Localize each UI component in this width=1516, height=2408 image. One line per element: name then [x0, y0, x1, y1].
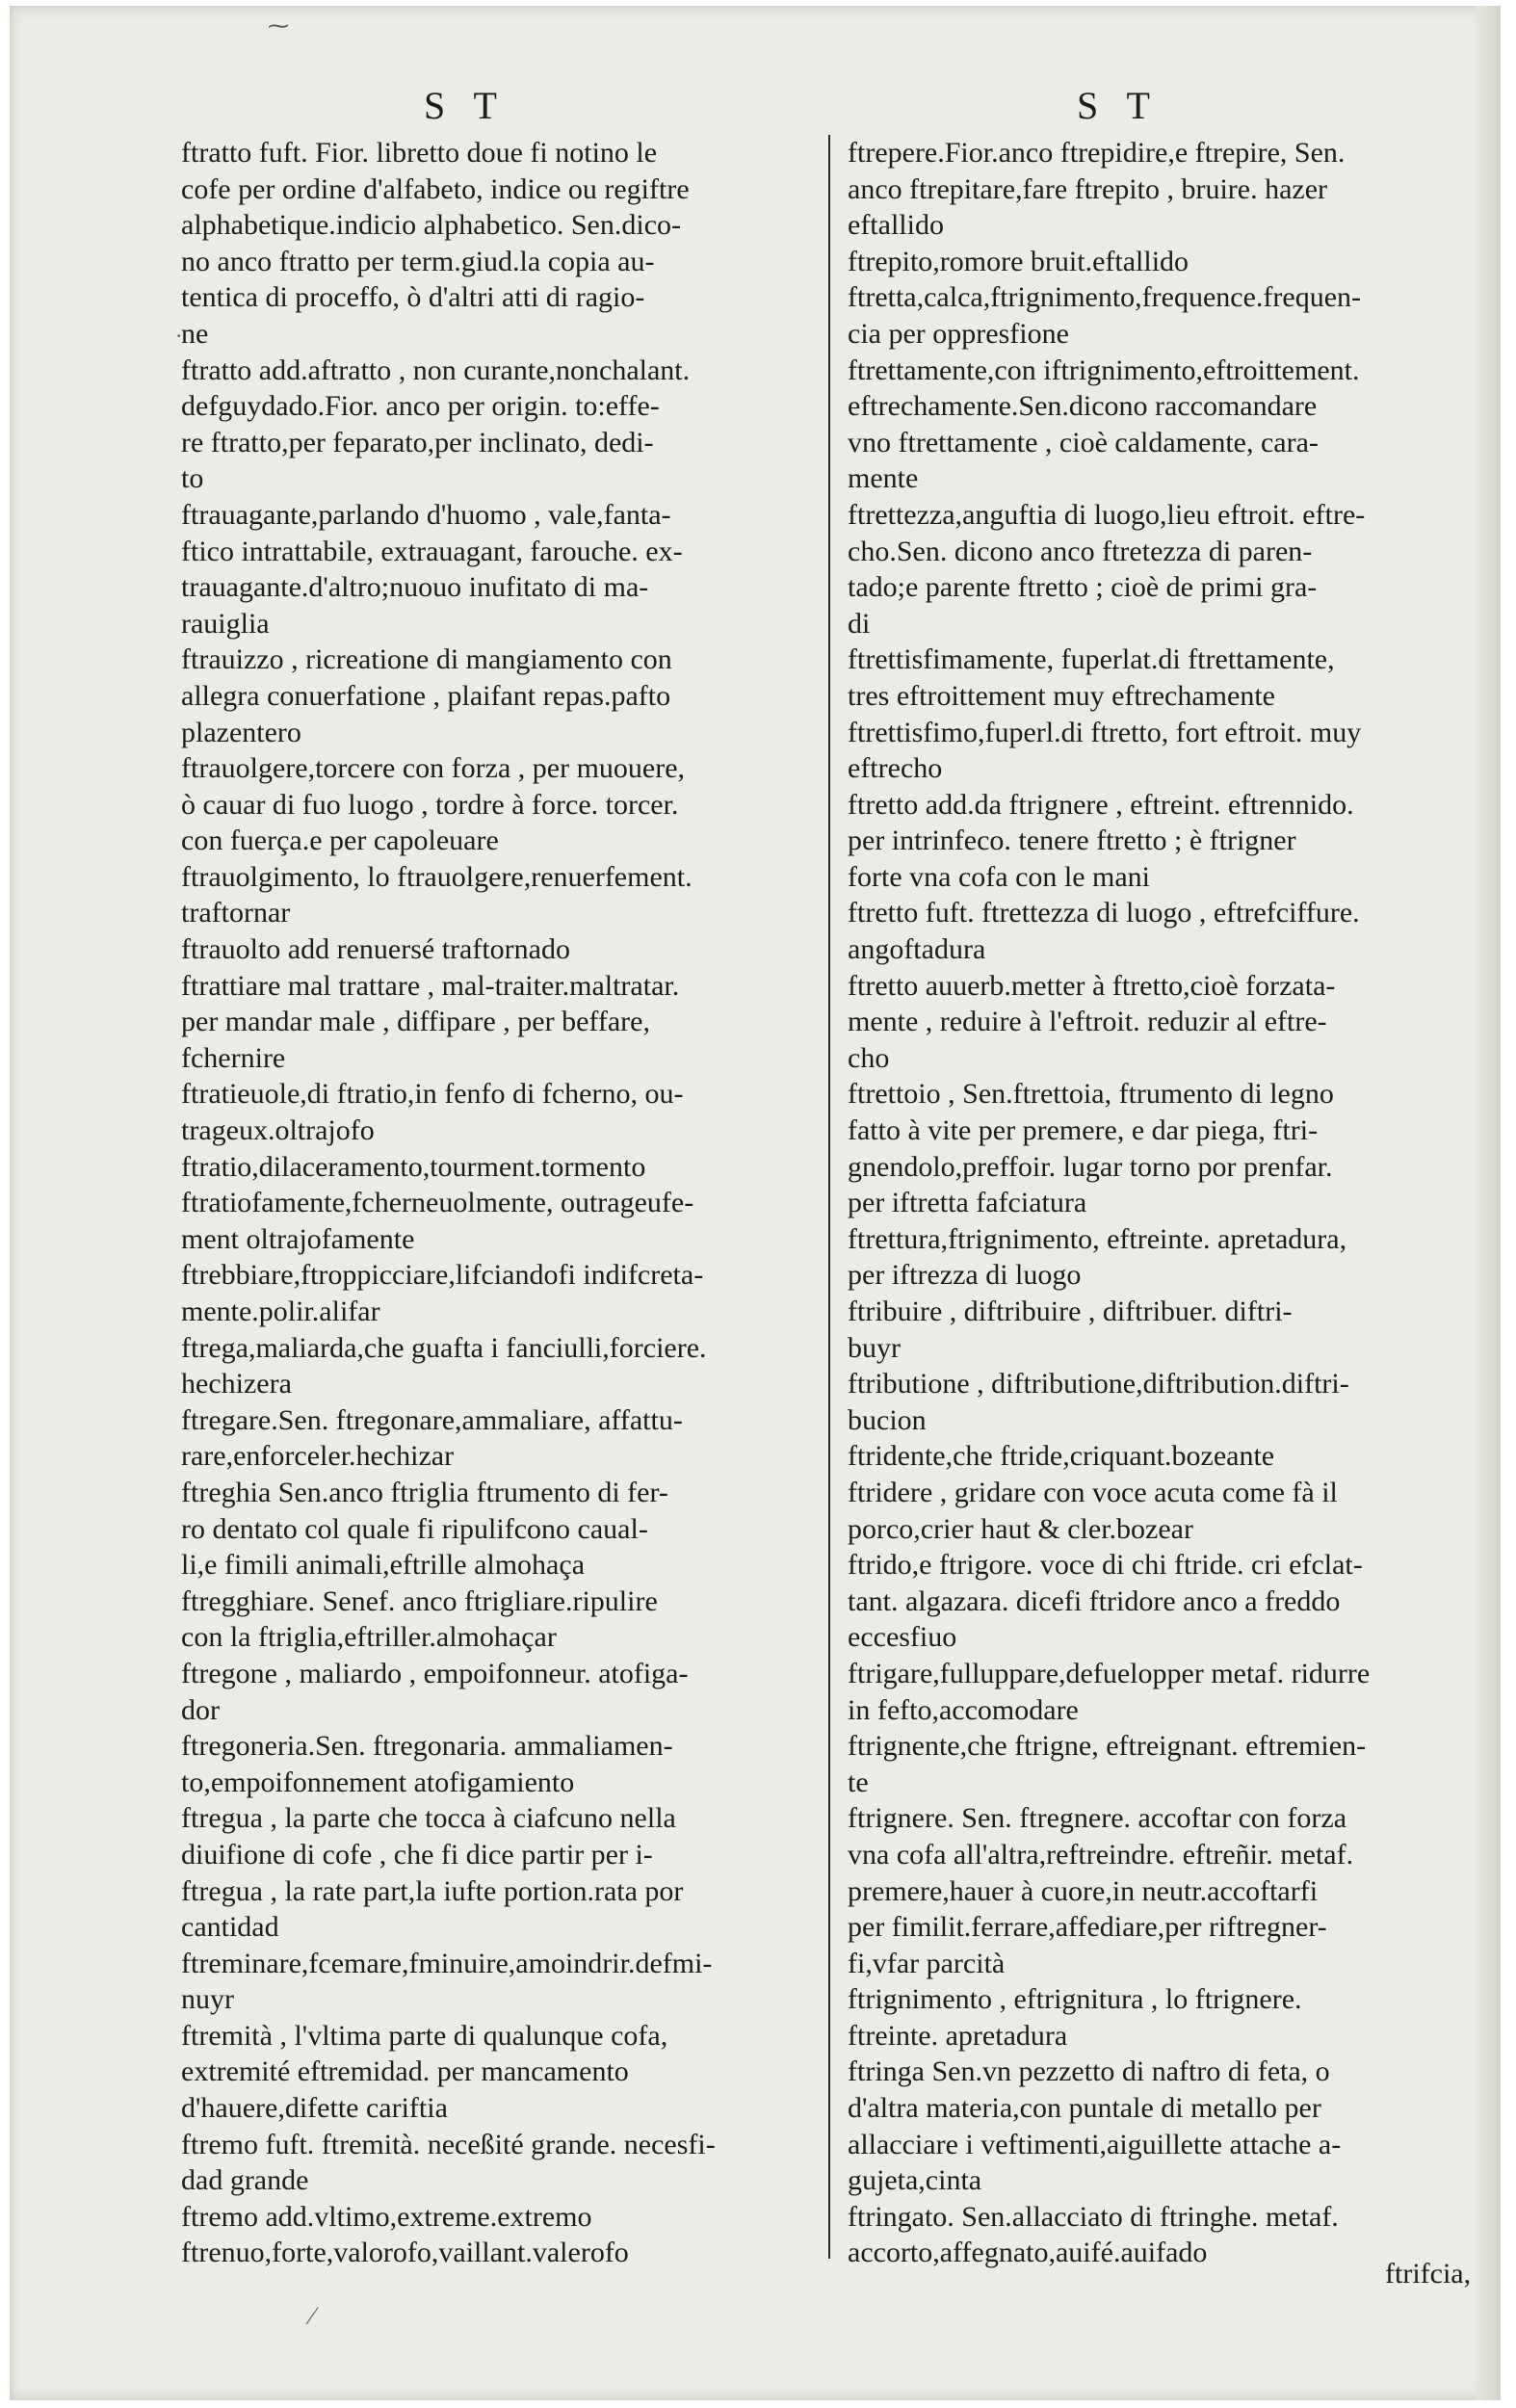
entry-line: ftrettamente,con iftrignimento,eftroittement. — [848, 353, 1360, 386]
entry-line: no anco ftratto per term.giud.la copia au- — [181, 245, 655, 277]
entry-line: plazentero — [181, 716, 301, 748]
entry-line: ftrega,maliarda,che guafta i fanciulli,forciere. — [181, 1331, 707, 1364]
entry-line: defguydado.Fior. anco per origin. to:effe- — [181, 390, 660, 423]
entry-line: ftratiofamente,fcherneuolmente, outrageufe- — [181, 1187, 694, 1219]
entry-line: tres eftroittement muy eftrechamente — [848, 679, 1275, 712]
dictionary-entry — [848, 1221, 1469, 1294]
dictionary-entry — [848, 1366, 1469, 1438]
entry-line: cia per oppresfione — [848, 317, 1069, 350]
dictionary-entry — [181, 2235, 821, 2271]
stray-ink-mark: ⁄ — [310, 2302, 315, 2330]
entry-line: ftregare.Sen. ftregonare,ammaliare, affattu- — [181, 1403, 683, 1436]
entry-line: ment oltrajofamente — [181, 1222, 415, 1255]
entry-line: ftremo add.vltimo,extreme.extremo — [181, 2200, 592, 2233]
running-header-right: S T — [1077, 84, 1160, 127]
entry-line: ftribuire , diftribuire , diftribuer. diftri- — [848, 1296, 1293, 1327]
entry-line: ftridere , gridare con voce acuta come fà il — [848, 1476, 1338, 1508]
entry-line: ftretto fuft. ftrettezza di luogo , eftrefciffure. — [848, 897, 1360, 929]
catchword: ftrifcia, — [1385, 2258, 1472, 2290]
entry-line: ftregghiare. Senef. anco ftrigliare.ripulire — [181, 1584, 658, 1617]
dictionary-entry — [848, 1076, 1469, 1220]
entry-line: ftrettoio , Sen.ftrettoia, ftrumento di legno — [848, 1078, 1334, 1111]
entry-line: ftributione , diftributione,diftribution.diftri- — [848, 1368, 1349, 1400]
entry-line: re ftratto,per feparato,per inclinato, dedi- — [181, 426, 654, 458]
entry-line: d'altra materia,con puntale di metallo per — [848, 2092, 1321, 2125]
entry-line: gujeta,cinta — [848, 2164, 982, 2197]
entry-line: ftrettezza,anguftia di luogo,lieu eftroit. eftre- — [848, 498, 1366, 531]
entry-line: di — [848, 607, 871, 640]
entry-line: tentica di proceffo, ò d'altri atti di ragio- — [181, 281, 645, 314]
dictionary-entry — [848, 968, 1469, 1077]
entry-line: ftrettura,ftrignimento, eftreinte. apretadura, — [848, 1222, 1347, 1255]
dictionary-entry — [181, 1402, 821, 1475]
entry-line: mente.polir.alifar — [181, 1296, 380, 1327]
dictionary-entry — [181, 1728, 821, 1800]
entry-line: ftremo fuft. ftremità. neceßité grande. necesfi- — [181, 2128, 716, 2160]
dictionary-entry — [181, 931, 821, 968]
dictionary-entry — [181, 1185, 821, 1257]
dictionary-entry — [848, 787, 1469, 896]
entry-line: te — [848, 1766, 869, 1798]
dictionary-entry — [181, 497, 821, 641]
entry-line: ftrattiare mal trattare , mal-traiter.maltratar. — [181, 969, 680, 1002]
entry-line: mente — [848, 462, 919, 495]
entry-line: to,empoifonnement atofigamiento — [181, 1766, 575, 1798]
entry-line: cho — [848, 1041, 890, 1074]
dictionary-entry — [181, 641, 821, 750]
entry-line: d'hauere,difette cariftia — [181, 2092, 448, 2125]
entry-line: ne — [181, 317, 209, 350]
page-spine — [1476, 6, 1501, 2400]
dictionary-entry — [181, 2199, 821, 2236]
entry-line: anco ftrepitare,fare ftrepito , bruire. hazer — [848, 172, 1328, 205]
entry-line: porco,crier haut & cler.bozear — [848, 1512, 1193, 1545]
entry-line: ftratieuole,di ftratio,in fenfo di fcherno, ou- — [181, 1078, 684, 1111]
entry-line: ftico intrattabile, extrauagant, farouche. ex- — [181, 535, 683, 567]
dictionary-entry — [848, 2199, 1469, 2271]
entry-line: ò cauar di fuo luogo , tordre à force. torcer. — [181, 788, 679, 821]
entry-line: li,e fimili animali,eftrille almohaça — [181, 1549, 586, 1582]
entry-line: ftrauolgere,torcere con forza , per muouere, — [181, 752, 686, 785]
entry-line: ftrebbiare,ftroppicciare,lifciandofi indifcreta- — [181, 1259, 704, 1292]
dictionary-entry — [848, 1800, 1469, 1981]
entry-line: extremité eftremidad. per mancamento — [181, 2055, 629, 2088]
entry-line: eccesfiuo — [848, 1621, 957, 1654]
entry-line: bucion — [848, 1403, 927, 1436]
entry-line: traftornar — [181, 897, 291, 929]
dictionary-entry — [848, 1547, 1469, 1656]
dictionary-entry — [181, 1475, 821, 1584]
right-column — [848, 135, 1469, 2271]
dictionary-entry — [181, 859, 821, 931]
dictionary-entry — [848, 497, 1469, 641]
entry-line: ftregoneria.Sen. ftregonaria. ammaliamen- — [181, 1730, 673, 1763]
entry-line: ftrauolgimento, lo ftrauolgere,renuerfement. — [181, 860, 693, 893]
entry-line: ftrettisfimo,fuperl.di ftretto, fort eftroit. muy — [848, 716, 1362, 748]
entry-line: ftrauolto add renuersé traftornado — [181, 933, 570, 966]
dictionary-entry — [848, 1981, 1469, 2054]
entry-line: ftringa Sen.vn pezzetto di naftro di feta, o — [848, 2055, 1330, 2088]
entry-line: mente , reduire à l'eftroit. reduzir al eftre- — [848, 1006, 1327, 1038]
entry-line: ftrido,e ftrigore. voce di chi ftride. cri efclat- — [848, 1549, 1363, 1582]
margin-mark: · — [175, 324, 183, 348]
entry-line: ftratto add.aftratto , non curante,nonchalant. — [181, 353, 691, 386]
entry-line: ftregone , maliardo , empoifonneur. atofiga- — [181, 1657, 689, 1689]
entry-line: ftridente,che ftride,criquant.bozeante — [848, 1440, 1275, 1473]
dictionary-entry — [848, 135, 1469, 244]
entry-line: trauagante.d'altro;nuouo inufitato di ma- — [181, 571, 649, 604]
dictionary-entry — [848, 895, 1469, 967]
dictionary-entry — [181, 1800, 821, 1945]
entry-line: cantidad — [181, 1911, 279, 1944]
entry-line: in fefto,accomodare — [848, 1693, 1079, 1726]
running-header-left: S T — [424, 84, 507, 127]
entry-line: eftrecho — [848, 752, 943, 785]
dictionary-entry — [848, 641, 1469, 714]
entry-line: ftregua , la rate part,la iufte portion.rata por — [181, 1874, 684, 1907]
entry-line: ro dentato col quale fi ripulifcono caual- — [181, 1512, 648, 1545]
entry-line: ftrauizzo , ricreatione di mangiamento con — [181, 643, 672, 676]
entry-line: allegra conuerfatione , plaifant repas.pafto — [181, 679, 671, 712]
entry-line: buyr — [848, 1331, 901, 1364]
entry-line: ftregua , la parte che tocca à ciafcuno nella — [181, 1802, 676, 1835]
entry-line: angoftadura — [848, 933, 986, 966]
entry-line: tant. algazara. dicefi ftridore anco a freddo — [848, 1584, 1341, 1617]
dictionary-entry — [181, 1946, 821, 2018]
entry-line: fchernire — [181, 1041, 286, 1074]
stray-ink-mark: ⁓ — [268, 13, 289, 38]
dictionary-entry — [181, 353, 821, 497]
entry-line: ftremità , l'vltima parte di qualunque cofa, — [181, 2019, 668, 2052]
dictionary-entry — [181, 1076, 821, 1148]
entry-line: accorto,affegnato,auifé.auifado — [848, 2237, 1208, 2269]
entry-line: ftretto add.da ftrignere , eftreint. eftrennido. — [848, 788, 1354, 821]
entry-line: dor — [181, 1693, 220, 1726]
entry-line: ftreinte. apretadura — [848, 2019, 1068, 2052]
entry-line: tado;e parente ftretto ; cioè de primi gra- — [848, 571, 1318, 604]
entry-line: ftrignente,che ftrigne, eftreignant. eftremien- — [848, 1730, 1367, 1763]
dictionary-entry — [181, 1656, 821, 1728]
entry-line: to — [181, 462, 204, 495]
entry-line: cofe per ordine d'alfabeto, indice ou regiftre — [181, 172, 690, 205]
dictionary-entry — [848, 1656, 1469, 1728]
entry-line: ftratio,dilaceramento,tourment.tormento — [181, 1150, 646, 1183]
entry-line: fatto à vite per premere, e dar piega, ftri- — [848, 1114, 1319, 1147]
entry-line: ftreghia Sen.anco ftriglia ftrumento di fer- — [181, 1476, 668, 1508]
dictionary-entry — [848, 1475, 1469, 1547]
entry-line: ftretta,calca,ftrignimento,frequence.frequen- — [848, 281, 1362, 314]
dictionary-entry — [181, 1330, 821, 1402]
entry-line: hechizera — [181, 1368, 292, 1400]
entry-line: trageux.oltrajofo — [181, 1114, 375, 1147]
entry-line: gnendolo,preffoir. lugar torno por prenfar. — [848, 1150, 1333, 1183]
entry-line: forte vna cofa con le mani — [848, 860, 1151, 893]
entry-line: cho.Sen. dicono anco ftretezza di paren- — [848, 535, 1313, 567]
entry-line: con fuerça.e per capoleuare — [181, 824, 499, 857]
entry-line: rauiglia — [181, 607, 270, 640]
dictionary-entry — [848, 244, 1469, 280]
left-column — [181, 135, 821, 2271]
dictionary-entry — [848, 279, 1469, 352]
dictionary-entry — [848, 715, 1469, 787]
entry-line: premere,hauer à cuore,in neutr.accoftarfi — [848, 1874, 1319, 1907]
entry-line: per mandar male , diffipare , per beffare, — [181, 1006, 650, 1038]
entry-line: nuyr — [181, 1983, 234, 2016]
dictionary-entry — [848, 1728, 1469, 1800]
entry-line: ftratto fuft. Fior. libretto doue fi notino le — [181, 137, 658, 169]
entry-line: vna cofa all'altra,reftreindre. eftreñir. metaf. — [848, 1838, 1354, 1871]
dictionary-entry — [848, 1438, 1469, 1475]
entry-line: dad grande — [181, 2164, 309, 2197]
entry-line: ftrauagante,parlando d'huomo , vale,fanta- — [181, 498, 671, 531]
entry-line: rare,enforceler.hechizar — [181, 1440, 455, 1473]
dictionary-entry — [181, 1149, 821, 1186]
dictionary-entry — [181, 968, 821, 1077]
entry-line: ftrepere.Fior.anco ftrepidire,e ftrepire, Sen. — [848, 137, 1346, 169]
entry-line: per fimilit.ferrare,affediare,per riftregner- — [848, 1911, 1327, 1944]
entry-line: alphabetique.indicio alphabetico. Sen.dico- — [181, 209, 681, 242]
entry-line: ftreminare,fcemare,fminuire,amoindrir.defmi- — [181, 1947, 713, 1979]
entry-line: ftretto auuerb.metter à ftretto,cioè forzata- — [848, 969, 1336, 1002]
entry-line: fi,vfar parcità — [848, 1947, 1006, 1979]
entry-line: con la ftriglia,eftriller.almohaçar — [181, 1621, 557, 1654]
dictionary-entry — [181, 1584, 821, 1656]
entry-line: per iftrezza di luogo — [848, 1259, 1082, 1292]
dictionary-entry — [181, 1257, 821, 1329]
entry-line: per iftretta fafciatura — [848, 1187, 1087, 1219]
column-divider — [828, 135, 830, 2259]
entry-line: ftrenuo,forte,valorofo,vaillant.valerofo — [181, 2237, 629, 2269]
entry-line: eftrechamente.Sen.dicono raccomandare — [848, 390, 1318, 423]
entry-line: allacciare i veftimenti,aiguillette attache a- — [848, 2128, 1342, 2160]
entry-line: ftrignimento , eftrignitura , lo ftrignere. — [848, 1983, 1302, 2016]
entry-line: diuifione di cofe , che fi dice partir per i- — [181, 1838, 653, 1871]
dictionary-entry — [181, 2127, 821, 2199]
entry-line: ftringato. Sen.allacciato di ftringhe. metaf. — [848, 2200, 1339, 2233]
dictionary-entry — [181, 135, 821, 353]
entry-line: ftrepito,romore bruit.eftallido — [848, 245, 1189, 277]
dictionary-entry — [848, 2054, 1469, 2198]
entry-line: vno ftrettamente , cioè caldamente, cara- — [848, 426, 1319, 458]
entry-line: ftrettisfimamente, fuperlat.di ftrettamente, — [848, 643, 1335, 676]
entry-line: eftallido — [848, 209, 944, 242]
entry-line: per intrinfeco. tenere ftretto ; è ftrigner — [848, 824, 1296, 857]
dictionary-entry — [181, 750, 821, 859]
dictionary-entry — [848, 1294, 1469, 1366]
entry-line: ftrignere. Sen. ftregnere. accoftar con forza — [848, 1802, 1347, 1835]
entry-line: ftrigare,fulluppare,defuelopper metaf. ridurre — [848, 1657, 1371, 1689]
dictionary-entry — [181, 2018, 821, 2127]
dictionary-entry — [848, 353, 1469, 497]
